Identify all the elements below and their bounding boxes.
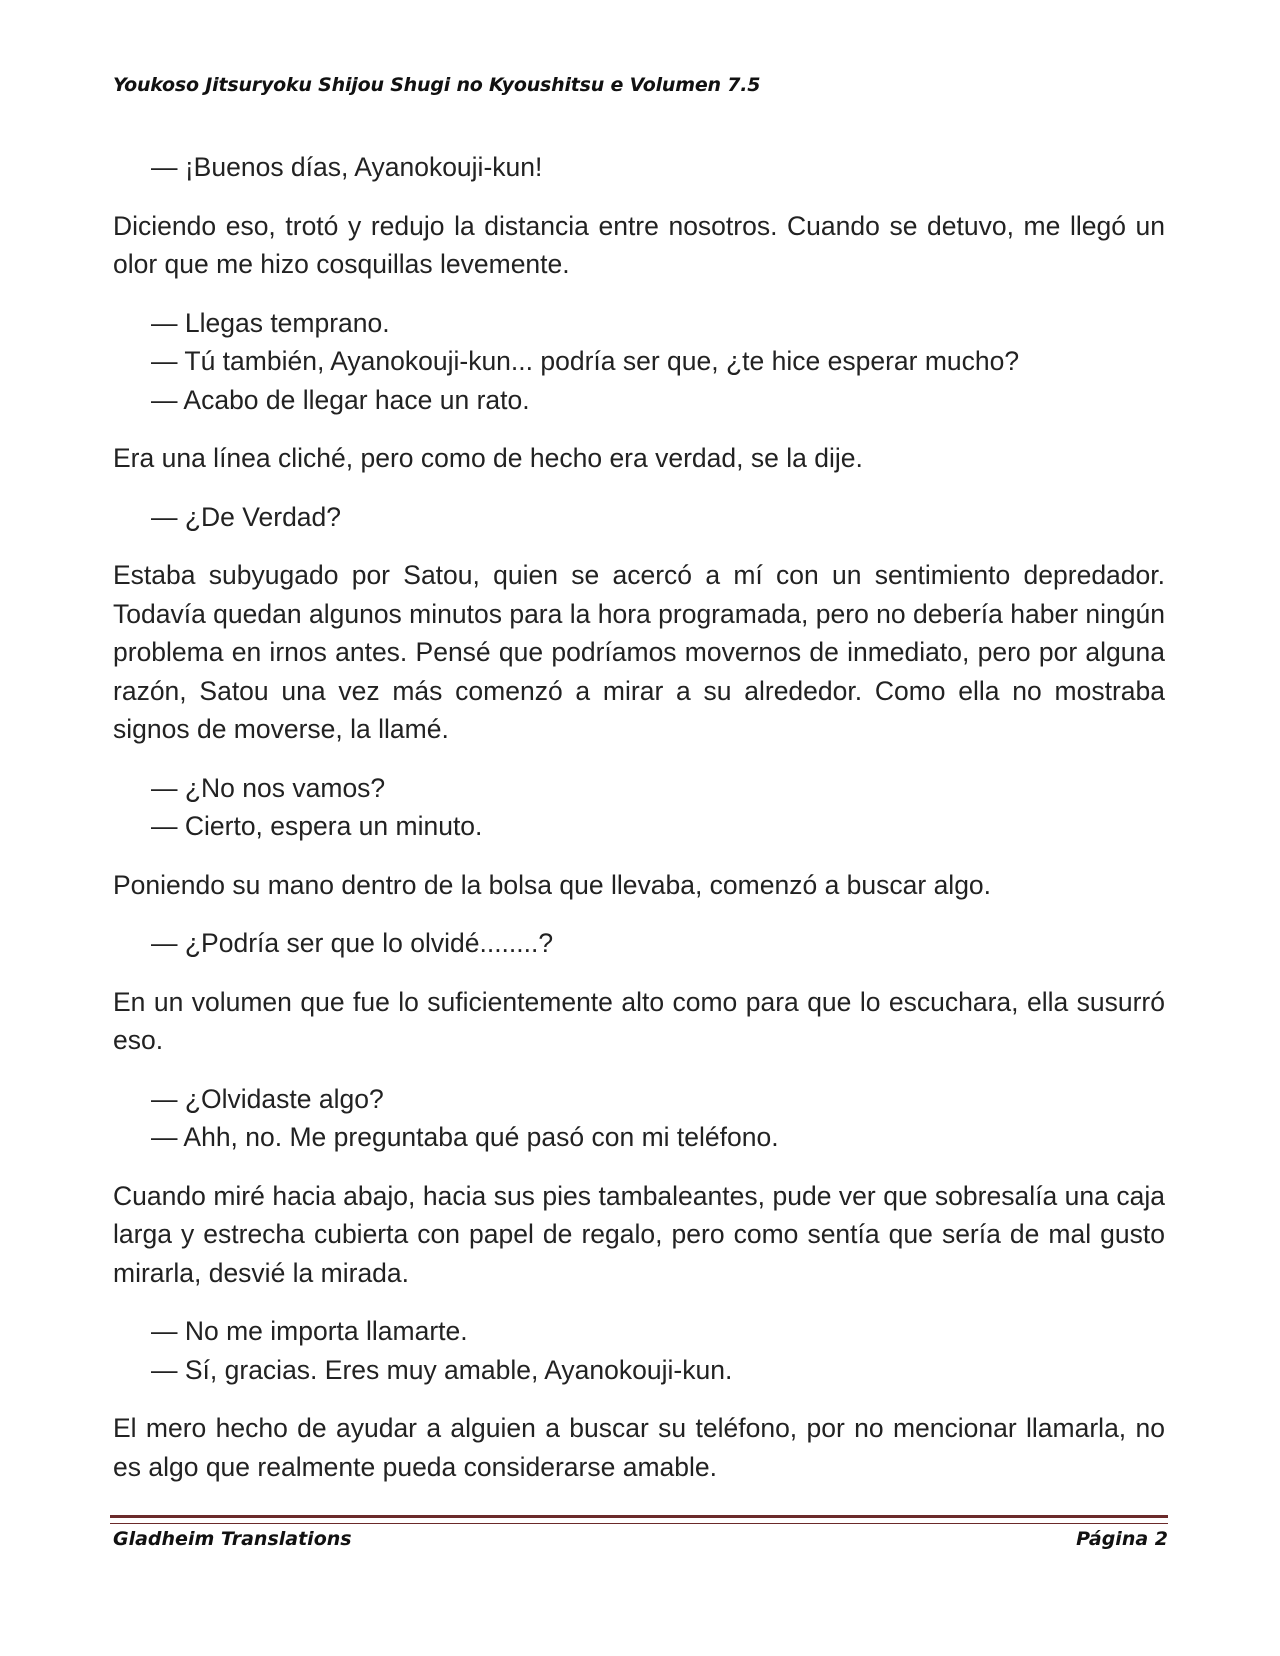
dialogue-line: — Ahh, no. Me preguntaba qué pasó con mi teléfono. (151, 1122, 779, 1152)
footer-divider (110, 1515, 1168, 1524)
dialogue-block (113, 769, 1165, 846)
dialogue-block (113, 1080, 1165, 1157)
dialogue-block (113, 148, 1165, 187)
footer-page-number: Página 2 (1076, 1528, 1168, 1550)
document-body (113, 148, 1165, 1506)
dialogue-line: — Sí, gracias. Eres muy amable, Ayanokouji-kun. (151, 1354, 733, 1385)
dialogue-line: — Acabo de llegar hace un rato. (151, 384, 530, 415)
page-header-title: Youkoso Jitsuryoku Shijou Shugi no Kyoushitsu e Volumen 7.5 (113, 74, 761, 96)
dialogue-line: — Cierto, espera un minuto. (151, 811, 483, 841)
dialogue-line: — ¿No nos vamos? (151, 772, 386, 803)
dialogue-line: — No me importa llamarte. (151, 1316, 468, 1346)
dialogue-line: — Llegas temprano. (151, 307, 390, 338)
narration-paragraph: El mero hecho de ayudar a alguien a buscar su teléfono, por no mencionar llamarla, no es algo que realmente pueda considerarse amable. (113, 1413, 1165, 1482)
narration-paragraph: Poniendo su mano dentro de la bolsa que llevaba, comenzó a buscar algo. (113, 869, 992, 900)
narration-paragraph: Cuando miré hacia abajo, hacia sus pies tambaleantes, pude ver que sobresalía una caja larga y estrecha cubierta con papel de regalo, pero como sentía que sería de mal gusto mirarla, desvié la mirada. (113, 1180, 1165, 1288)
narration-paragraph: Estaba subyugado por Satou, quien se acercó a mí con un sentimiento depredador. Todavía quedan algunos minutos para la hora programada, pero no debería haber ningún problema en irnos antes. Pensé que podríamos movernos de inmediato, pero por alguna razón, Satou una vez más comenzó a mirar a su alrededor. Como ella no mostraba signos de moverse, la llamé. (113, 560, 1165, 744)
dialogue-line: — ¿Olvidaste algo? (151, 1083, 384, 1114)
dialogue-block (113, 304, 1165, 420)
dialogue-line: — ¡Buenos días, Ayanokouji-kun! (151, 152, 543, 182)
narration-paragraph: Diciendo eso, trotó y redujo la distancia entre nosotros. Cuando se detuvo, me llegó un olor que me hizo cosquillas levemente. (113, 210, 1165, 279)
dialogue-block (113, 1312, 1165, 1389)
dialogue-line: — ¿Podría ser que lo olvidé........? (151, 928, 554, 958)
dialogue-block (113, 924, 1165, 963)
narration-paragraph: En un volumen que fue lo suficientemente alto como para que lo escuchara, ella susurró eso. (113, 986, 1165, 1055)
narration-paragraph: Era una línea cliché, pero como de hecho era verdad, se la dije. (113, 443, 863, 473)
footer-translator-credit: Gladheim Translations (113, 1528, 352, 1550)
dialogue-line: — Tú también, Ayanokouji-kun... podría ser que, ¿te hice esperar mucho? (151, 346, 1020, 376)
dialogue-line: — ¿De Verdad? (151, 501, 342, 532)
dialogue-block (113, 498, 1165, 537)
